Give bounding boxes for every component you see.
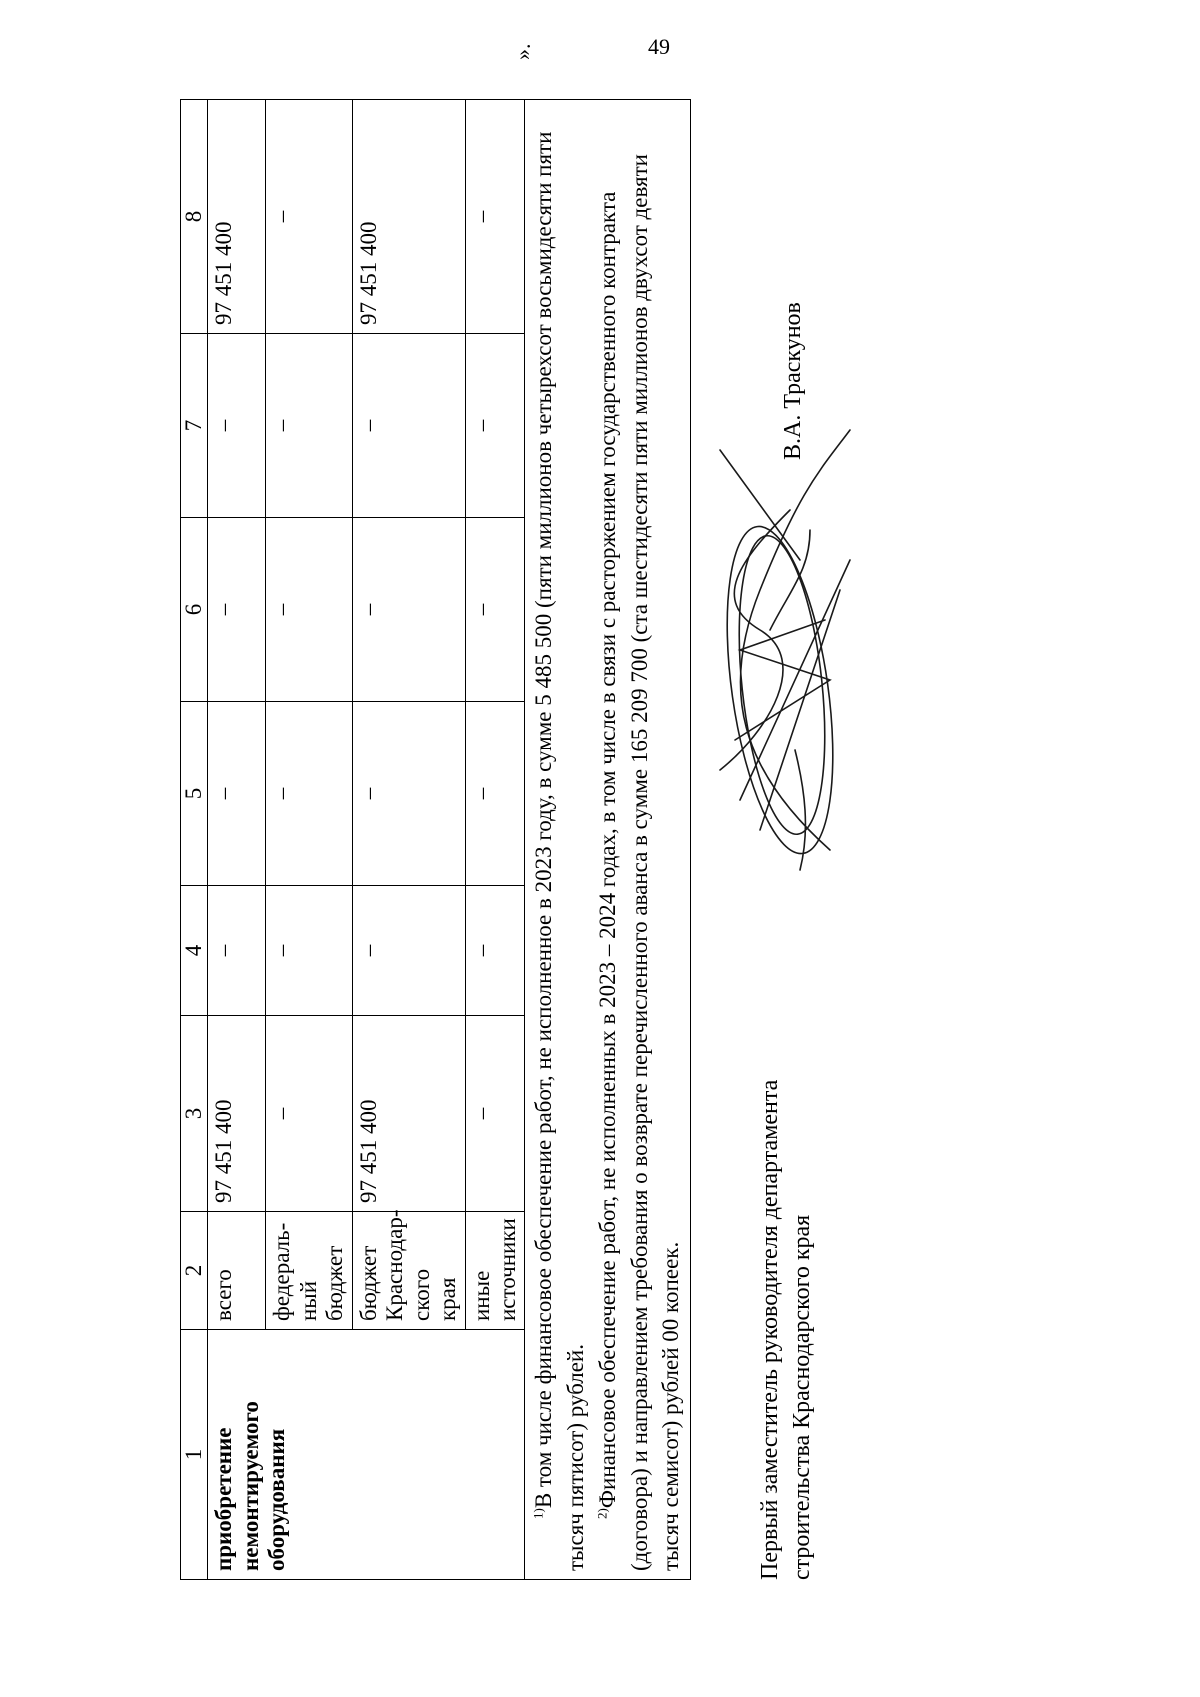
cell-value: – xyxy=(266,1016,352,1212)
signatory-title-line: Первый заместитель руководителя департамента xyxy=(757,1079,783,1580)
handwritten-signature xyxy=(700,420,860,890)
cell-value: – xyxy=(266,518,352,702)
page-number: 49 xyxy=(648,34,670,59)
col-number: 8 xyxy=(181,100,208,334)
footnote-marker: 1) xyxy=(530,1508,546,1519)
cell-value: – xyxy=(465,1016,525,1212)
cell-value: – xyxy=(352,334,465,518)
funding-source: бюджет Краснодар-ского края xyxy=(352,1212,465,1330)
closing-quote: ». xyxy=(510,43,535,60)
cell-value: – xyxy=(465,334,525,518)
cell-value: 97 451 400 xyxy=(352,1016,465,1212)
cell-value: – xyxy=(465,100,525,334)
col-number: 2 xyxy=(181,1212,208,1330)
col-number: 3 xyxy=(181,1016,208,1212)
cell-value: – xyxy=(352,518,465,702)
signatory-name: В.А. Траскунов xyxy=(780,302,806,460)
signatory-title xyxy=(755,1080,818,1580)
footnote-text: В том числе финансовое обеспечение работ, не исполненное в 2023 году, в сумме 5 485 500 (пяти миллионов четырехсот восьмидесяти пяти тысяч пятисот) рублей. xyxy=(531,131,589,1571)
item-name: приобретение немонтируемого оборудования xyxy=(208,1330,525,1580)
footnote-2 xyxy=(592,108,687,1571)
funding-source: федераль-ный бюджет xyxy=(266,1212,352,1330)
footnote-1 xyxy=(528,108,591,1571)
funding-source: всего xyxy=(208,1212,266,1330)
footnote-marker: 2) xyxy=(594,1508,610,1519)
cell-value: – xyxy=(465,518,525,702)
column-number-row xyxy=(181,100,208,1580)
cell-value: – xyxy=(208,518,266,702)
signatory-title-line: строительства Краснодарского края xyxy=(788,1214,815,1580)
funding-source: иные источники xyxy=(465,1212,525,1330)
cell-value: 97 451 400 xyxy=(208,1016,266,1212)
cell-value: – xyxy=(208,334,266,518)
col-number: 1 xyxy=(181,1330,208,1580)
cell-value: – xyxy=(465,886,525,1016)
table-row xyxy=(208,100,266,1580)
cell-value: – xyxy=(465,702,525,886)
col-number: 5 xyxy=(181,702,208,886)
cell-value: – xyxy=(208,886,266,1016)
col-number: 6 xyxy=(181,518,208,702)
footnote-text: Финансовое обеспечение работ, не исполненных в 2023 – 2024 годах, в том числе в связи с расторжением государственного контракта (договора) и направлением требования о возврате перечисленного аванса в сумме 165 209 700 (ста шестидесяти пяти миллионов двухсот девяти тысяч семисот) рублей 00 копеек. xyxy=(594,154,684,1571)
cell-value: – xyxy=(266,100,352,334)
footnotes-cell xyxy=(525,100,691,1580)
footnotes-row xyxy=(525,100,691,1580)
cell-value: 97 451 400 xyxy=(208,100,266,334)
cell-value: – xyxy=(266,702,352,886)
cell-value: – xyxy=(266,886,352,1016)
col-number: 4 xyxy=(181,886,208,1016)
cell-value: – xyxy=(352,886,465,1016)
cell-value: 97 451 400 xyxy=(352,100,465,334)
cell-value: – xyxy=(208,702,266,886)
financing-table xyxy=(180,99,691,1580)
cell-value: – xyxy=(352,702,465,886)
col-number: 7 xyxy=(181,334,208,518)
cell-value: – xyxy=(266,334,352,518)
